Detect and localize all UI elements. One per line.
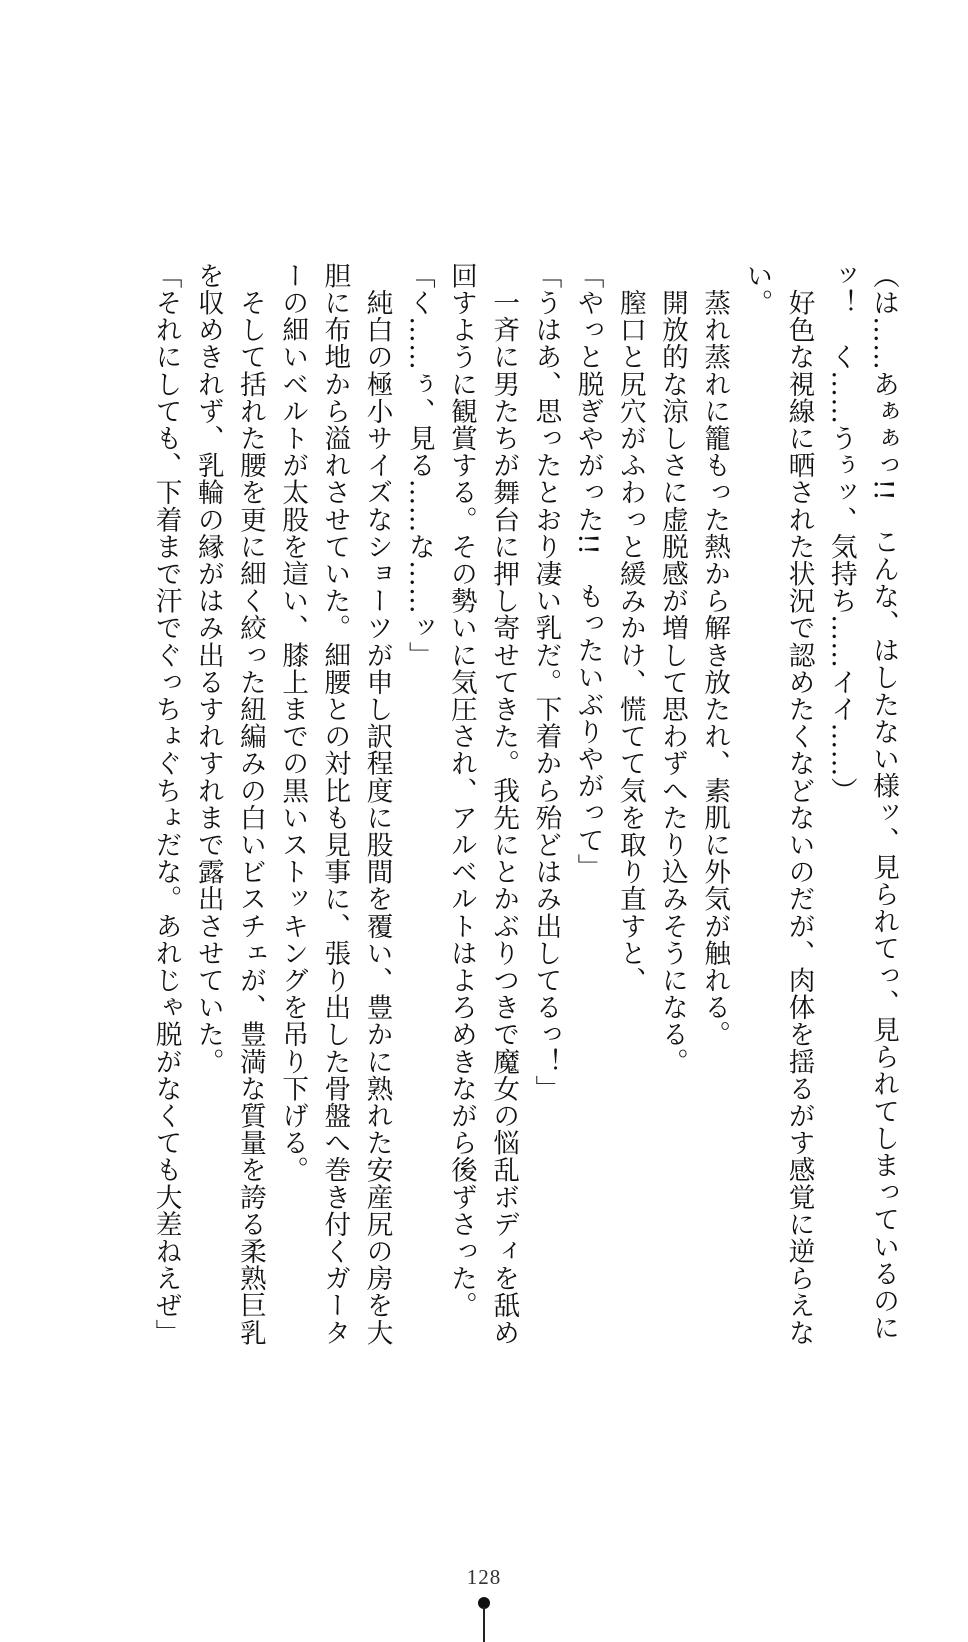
page-number: 128	[466, 1565, 502, 1589]
text-line-5: 膣口と尻穴がふわっと緩みかけ、慌てて気を取り直すと、	[614, 262, 646, 994]
text-line-11: そして括れた腰を更に細く絞った紐編みの白いビスチェが、豊満な質量を誇る柔熟巨乳を収めきれず、乳輪の縁がはみ出るすれすれまで露出させていた。	[192, 262, 266, 1346]
text-line-8: 一斉に男たちが舞台に押し寄せてきた。我先にとかぶりつきで魔女の悩乱ボディを舐め回すように観賞する。その勢いに気圧され、アルベルトはよろめきながら後ずさった。	[445, 262, 520, 1346]
text-line-7: 「うはあ、思ったとおり凄い乳だ。下着から殆どはみ出してるっ！」	[530, 262, 562, 1103]
text-line-9: 「く……ぅ、見る……な……ッ」	[403, 262, 435, 669]
text-line-1: （は……あぁぁっ!! こんな、はしたない様ッ、見られてっ、見られてしまっているのにッ！ く……うぅッ、気持ち……イイ……）	[825, 262, 899, 1342]
text-line-3: 蒸れ蒸れに籠もった熱から解き放たれ、素肌に外気が触れる。	[699, 262, 731, 1048]
text-line-12: 「それにしても、下着まで汗でぐっちょぐちょだな。あれじゃ脱がなくても大差ねえぜ」	[150, 262, 182, 1346]
page-ornament-line	[483, 1607, 485, 1642]
novel-body-text	[74, 262, 904, 1352]
text-line-2: 好色な視線に晒された状況で認めたくなどないのだが、肉体を揺るがす感覚に逆らえない。	[741, 262, 815, 1346]
text-line-4: 開放的な涼しさに虚脱感が増して思わずへたり込みそうになる。	[656, 262, 688, 1075]
text-line-10: 純白の極小サイズなショーツが申し訳程度に股間を覆い、豊かに熟れた安産尻の房を大胆に布地から溢れさせていた。細腰との対比も見事に、張り出した骨盤へ巻き付くガーターの細いベルトが太股を這い、膝上までの黒いストッキングを吊り下げる。	[277, 262, 393, 1346]
text-line-6: 「やっと脱ぎやがった!! もったいぶりやがって」	[572, 262, 604, 881]
